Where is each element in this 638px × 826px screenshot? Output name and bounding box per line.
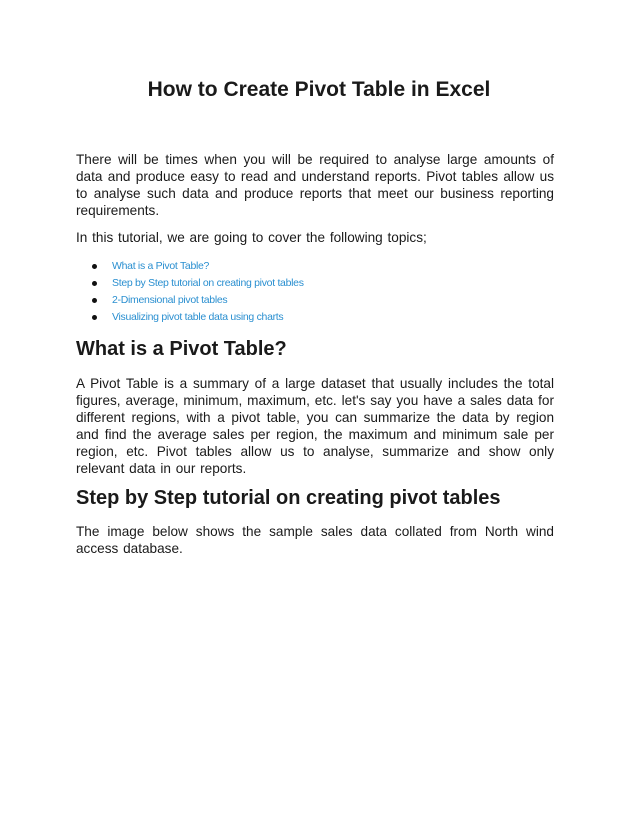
list-item (92, 258, 304, 275)
bullet-icon (92, 264, 97, 269)
topic-link-2d-pivot-tables[interactable]: 2-Dimensional pivot tables (112, 294, 228, 306)
intro-paragraph: There will be times when you will be required to analyse large amounts of data and produce easy to read and understand reports. Pivot tables allow us to analyse such data and produce reports that meet our business reporting requirements. (76, 152, 554, 218)
bullet-icon (92, 298, 97, 303)
section-heading-what-is-pivot-table: What is a Pivot Table? (76, 338, 287, 360)
bullet-icon (92, 315, 97, 320)
sample-data-paragraph: The image below shows the sample sales data collated from North wind access database. (76, 524, 554, 556)
list-item (92, 292, 304, 309)
bullet-icon (92, 281, 97, 286)
list-item (92, 309, 304, 326)
topic-link-what-is-pivot-table[interactable]: What is a Pivot Table? (112, 260, 210, 272)
topics-list (92, 258, 304, 326)
topic-link-visualizing-charts[interactable]: Visualizing pivot table data using charts (112, 311, 284, 323)
document-title: How to Create Pivot Table in Excel (147, 78, 491, 101)
list-item (92, 275, 304, 292)
tutorial-intro-paragraph: In this tutorial, we are going to cover the following topics; (76, 230, 427, 245)
topic-link-step-by-step[interactable]: Step by Step tutorial on creating pivot tables (112, 277, 304, 289)
section-heading-step-by-step: Step by Step tutorial on creating pivot tables (76, 487, 501, 509)
pivot-table-definition-paragraph: A Pivot Table is a summary of a large dataset that usually includes the total figures, average, minimum, maximum, etc. let's say you have a sales data for different regions, with a pivot table, you can summarize the data by region and find the average sales per region, the maximum and minimum sale per region, etc. Pivot tables allow us to analyse, summarize and show only relevant data in our reports. (76, 376, 554, 476)
